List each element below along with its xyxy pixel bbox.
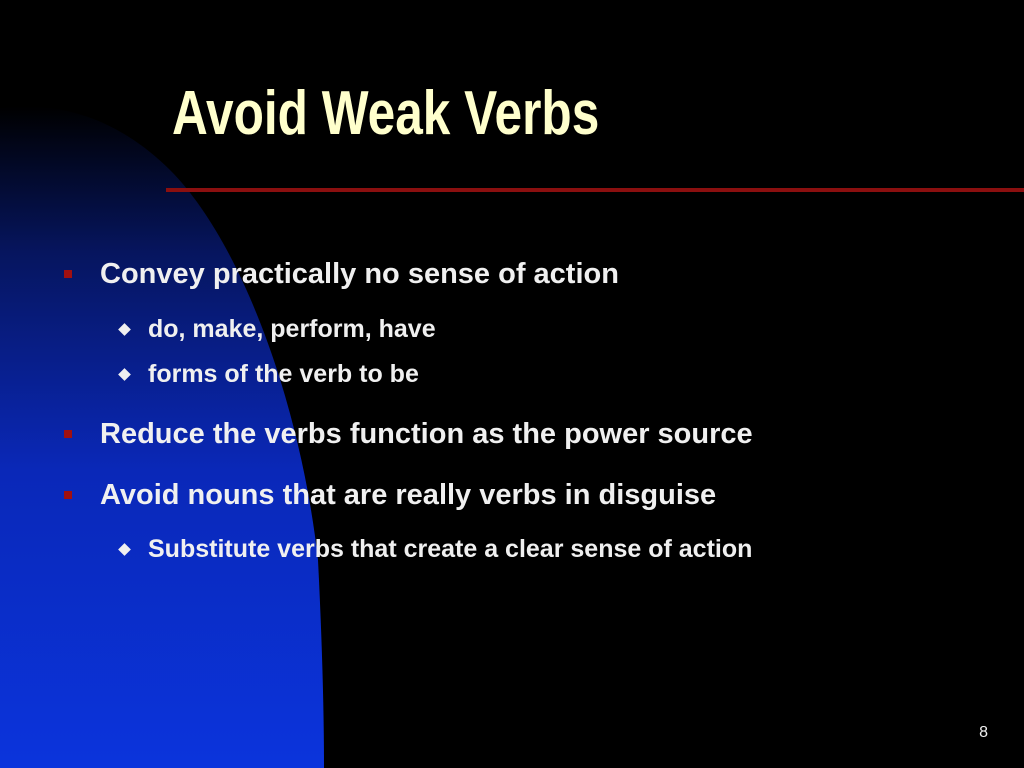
square-bullet-icon [64, 270, 72, 278]
square-bullet-icon [64, 491, 72, 499]
bullet-item-1 [64, 254, 619, 294]
sub-bullet-item-3-1 [117, 532, 752, 566]
sub-bullet-text: Substitute verbs that create a clear sense of action [148, 534, 753, 563]
title-divider [166, 188, 1024, 192]
sub-bullet-text: forms of the verb to be [148, 359, 419, 388]
bullet-item-2 [64, 414, 753, 454]
bullet-item-3 [64, 475, 716, 515]
sub-bullet-item-1-1 [117, 312, 436, 346]
page-number: 8 [979, 724, 988, 741]
bullet-text: Reduce the verbs function as the power source [100, 417, 753, 450]
diamond-bullet-icon [118, 543, 131, 556]
bullet-text: Convey practically no sense of action [100, 257, 619, 290]
slide-title: Avoid Weak Verbs [172, 79, 600, 148]
diamond-bullet-icon [118, 368, 131, 381]
sub-bullet-item-1-2 [117, 357, 419, 391]
sub-bullet-text: do, make, perform, have [148, 314, 436, 343]
diamond-bullet-icon [118, 323, 131, 336]
bullet-text: Avoid nouns that are really verbs in disguise [100, 478, 717, 511]
square-bullet-icon [64, 430, 72, 438]
